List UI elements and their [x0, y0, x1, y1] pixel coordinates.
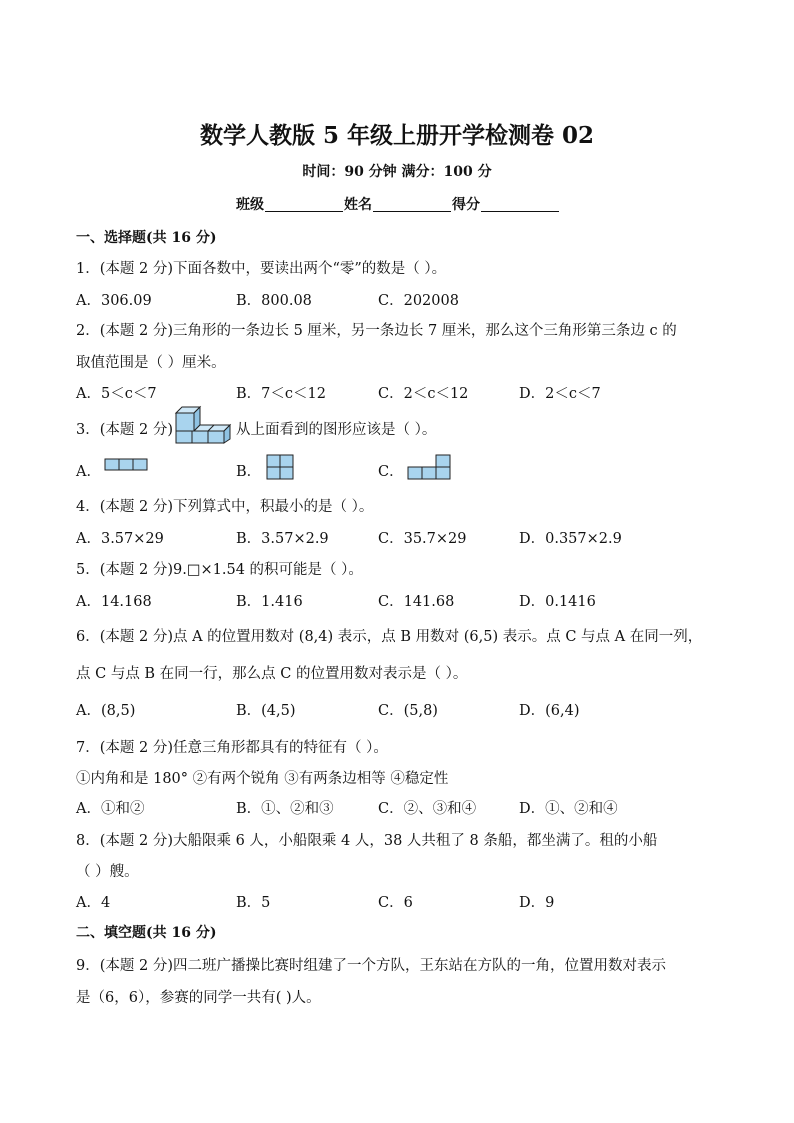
q3-option-b[interactable]: B． — [236, 464, 262, 480]
q6-option-b[interactable]: B．(4,5) — [236, 703, 296, 719]
q1-option-c[interactable]: C．202008 — [378, 293, 459, 309]
question-7-stem: 7．(本题 2 分)任意三角形都具有的特征有（ ）。 — [76, 740, 388, 756]
q2-option-a[interactable]: A．5＜c＜7 — [76, 386, 157, 402]
q3-option-c-shape[interactable] — [407, 454, 451, 480]
score-label: 得分 — [452, 197, 480, 213]
q7-option-c[interactable]: C．②、③和④ — [378, 801, 477, 817]
q3-option-a[interactable]: A． — [76, 464, 101, 480]
question-9-stem: 9．(本题 2 分)四二班广播操比赛时组建了一个方队，王东站在方队的一角，位置用数对表示 — [76, 958, 666, 974]
question-3-stem-suffix: 从上面看到的图形应该是（ ）。 — [236, 422, 437, 438]
q8-option-c[interactable]: C．6 — [378, 895, 413, 911]
q6-option-c[interactable]: C．(5,8) — [378, 703, 438, 719]
q5-option-d[interactable]: D．0.1416 — [519, 594, 596, 610]
question-2-stem-cont: 取值范围是（ ）厘米。 — [76, 355, 226, 371]
question-2-stem: 2．(本题 2 分)三角形的一条边长 5 厘米，另一条边长 7 厘米，那么这个三角形第三条边 c 的 — [76, 323, 677, 339]
score-blank[interactable] — [481, 197, 559, 212]
question-7-statements: ①内角和是 180° ②有两个锐角 ③有两条边相等 ④稳定性 — [76, 771, 449, 787]
q3-option-a-shape[interactable] — [104, 458, 148, 472]
q3-option-c[interactable]: C． — [378, 464, 404, 480]
student-info-line — [236, 194, 560, 214]
section-heading-fill: 二、填空题(共 16 分) — [76, 925, 217, 941]
question-1-stem: 1．(本题 2 分)下面各数中，要读出两个“零”的数是（ ）。 — [76, 261, 447, 277]
q2-option-b[interactable]: B．7＜c＜12 — [236, 386, 326, 402]
q7-option-d[interactable]: D．①、②和④ — [519, 801, 618, 817]
question-6-stem-cont: 点 C 与点 B 在同一行，那么点 C 的位置用数对表示是（ ）。 — [76, 666, 468, 682]
q4-option-c[interactable]: C．35.7×29 — [378, 531, 467, 547]
q6-option-d[interactable]: D．(6,4) — [519, 703, 580, 719]
q8-option-b[interactable]: B．5 — [236, 895, 271, 911]
question-6-stem: 6．(本题 2 分)点 A 的位置用数对 (8,4) 表示，点 B 用数对 (6,5) 表示。点 C 与点 A 在同一列， — [76, 629, 703, 645]
q2-option-c[interactable]: C．2＜c＜12 — [378, 386, 469, 402]
q7-option-a[interactable]: A．①和② — [76, 801, 145, 817]
class-blank[interactable] — [265, 197, 343, 212]
question-5-stem: 5．(本题 2 分)9.□×1.54 的积可能是（ ）。 — [76, 562, 363, 578]
q4-option-d[interactable]: D．0.357×2.9 — [519, 531, 622, 547]
q2-option-d[interactable]: D．2＜c＜7 — [519, 386, 601, 402]
q1-option-a[interactable]: A．306.09 — [76, 293, 152, 309]
q8-option-d[interactable]: D．9 — [519, 895, 555, 911]
q7-option-b[interactable]: B．①、②和③ — [236, 801, 334, 817]
q8-option-a[interactable]: A．4 — [76, 895, 111, 911]
name-blank[interactable] — [373, 197, 451, 212]
q5-option-c[interactable]: C．141.68 — [378, 594, 455, 610]
section-heading-choice: 一、选择题(共 16 分) — [76, 230, 217, 246]
q6-option-a[interactable]: A．(8,5) — [76, 703, 136, 719]
q4-option-b[interactable]: B．3.57×2.9 — [236, 531, 329, 547]
q3-option-b-shape[interactable] — [266, 454, 294, 480]
question-8-stem: 8．(本题 2 分)大船限乘 6 人，小船限乘 4 人，38 人共租了 8 条船，都坐满了。租的小船 — [76, 833, 658, 849]
q4-option-a[interactable]: A．3.57×29 — [76, 531, 164, 547]
q5-option-a[interactable]: A．14.168 — [76, 594, 152, 610]
question-9-stem-cont: 是（6，6），参赛的同学一共有( )人。 — [76, 990, 321, 1006]
question-8-stem-cont: （ ）艘。 — [76, 864, 139, 880]
question-3-stem-prefix: 3．(本题 2 分) — [76, 422, 173, 438]
page-title: 数学人教版 5 年级上册开学检测卷 02 — [199, 122, 595, 149]
class-label: 班级 — [236, 197, 264, 213]
name-label: 姓名 — [344, 197, 372, 213]
exam-subtitle: 时间：90 分钟 满分：100 分 — [302, 164, 492, 180]
question-4-stem: 4．(本题 2 分)下列算式中，积最小的是（ ）。 — [76, 499, 374, 515]
q1-option-b[interactable]: B．800.08 — [236, 293, 312, 309]
cube-stack-figure — [174, 405, 234, 445]
q5-option-b[interactable]: B．1.416 — [236, 594, 303, 610]
